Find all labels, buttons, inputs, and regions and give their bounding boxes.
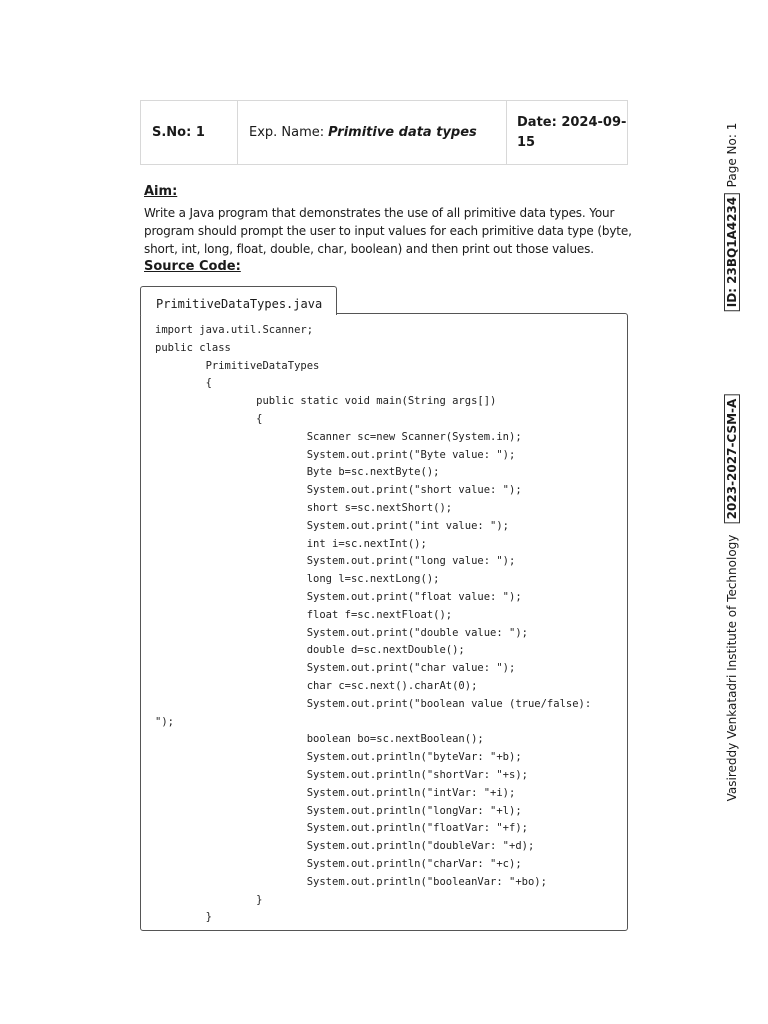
aim-heading: Aim: [144, 184, 178, 199]
source-code-heading: Source Code: [144, 259, 241, 274]
experiment-name-label: Exp. Name: [249, 125, 325, 140]
code-line: System.out.println("booleanVar: "+bo); [155, 875, 547, 888]
code-line: PrimitiveDataTypes [155, 359, 320, 372]
file-tab: PrimitiveDataTypes.java [140, 286, 337, 315]
experiment-name: Primitive data types [328, 125, 477, 140]
date-line-1: Date: 2024-09- [517, 114, 627, 130]
code-line: double d=sc.nextDouble(); [155, 644, 465, 657]
code-line: float f=sc.nextFloat(); [155, 608, 453, 621]
code-line: Scanner sc=new Scanner(System.in); [155, 430, 522, 443]
code-line: char c=sc.next().charAt(0); [155, 679, 478, 692]
aim-text: Write a Java program that demonstrates the use of all primitive data types. Your program should prompt the user to input values for each primitive data type (byte, short, int, long, float, double, char, boolean) and then print out those values. [144, 206, 632, 256]
code-line: System.out.print("double value: "); [155, 626, 528, 639]
code-line: System.out.println("doubleVar: "+d); [155, 840, 535, 853]
code-line: System.out.print("short value: "); [155, 484, 522, 497]
code-line: System.out.println("charVar: "+c); [155, 857, 522, 870]
code-line: System.out.print("int value: "); [155, 519, 510, 532]
batch-label: 2023-2027-CSM-A [724, 395, 740, 524]
code-line: boolean bo=sc.nextBoolean(); [155, 733, 484, 746]
institute-name: Vasireddy Venkatadri Institute of Technology [725, 534, 739, 802]
code-line: short s=sc.nextShort(); [155, 501, 453, 514]
code-line: System.out.print("char value: "); [155, 662, 516, 675]
code-block [155, 322, 625, 927]
page-number: Page No: 1 [725, 122, 739, 188]
code-line: System.out.println("floatVar: "+f); [155, 822, 528, 835]
code-line: } [155, 893, 263, 906]
code-line: public static void main(String args[]) [155, 395, 497, 408]
code-line: "); [155, 715, 174, 728]
code-line: } [155, 911, 212, 924]
code-line: public class [155, 341, 231, 354]
date-line-2: 15 [517, 134, 536, 150]
code-line: System.out.println("byteVar: "+b); [155, 751, 522, 764]
serial-number: S.No: 1 [141, 101, 238, 164]
code-line: System.out.print("boolean value (true/false): [155, 697, 592, 710]
code-line: import java.util.Scanner; [155, 324, 314, 336]
code-line: System.out.print("float value: "); [155, 590, 522, 603]
code-line: System.out.println("intVar: "+i); [155, 786, 516, 799]
code-line: long l=sc.nextLong(); [155, 573, 440, 586]
code-line: { [155, 412, 263, 425]
code-line: System.out.print("Byte value: "); [155, 448, 516, 461]
code-line: { [155, 377, 212, 390]
date-cell [507, 101, 627, 164]
code-line: int i=sc.nextInt(); [155, 537, 427, 550]
experiment-header-table [140, 100, 628, 165]
code-line: System.out.print("long value: "); [155, 555, 516, 568]
code-line: System.out.println("longVar: "+l); [155, 804, 522, 817]
experiment-name-cell [238, 101, 507, 164]
side-margin-info [722, 120, 742, 810]
code-line: System.out.println("shortVar: "+s); [155, 768, 528, 781]
code-line: Byte b=sc.nextByte(); [155, 466, 440, 479]
student-id: ID: 23BQ1A4234 [724, 193, 740, 311]
